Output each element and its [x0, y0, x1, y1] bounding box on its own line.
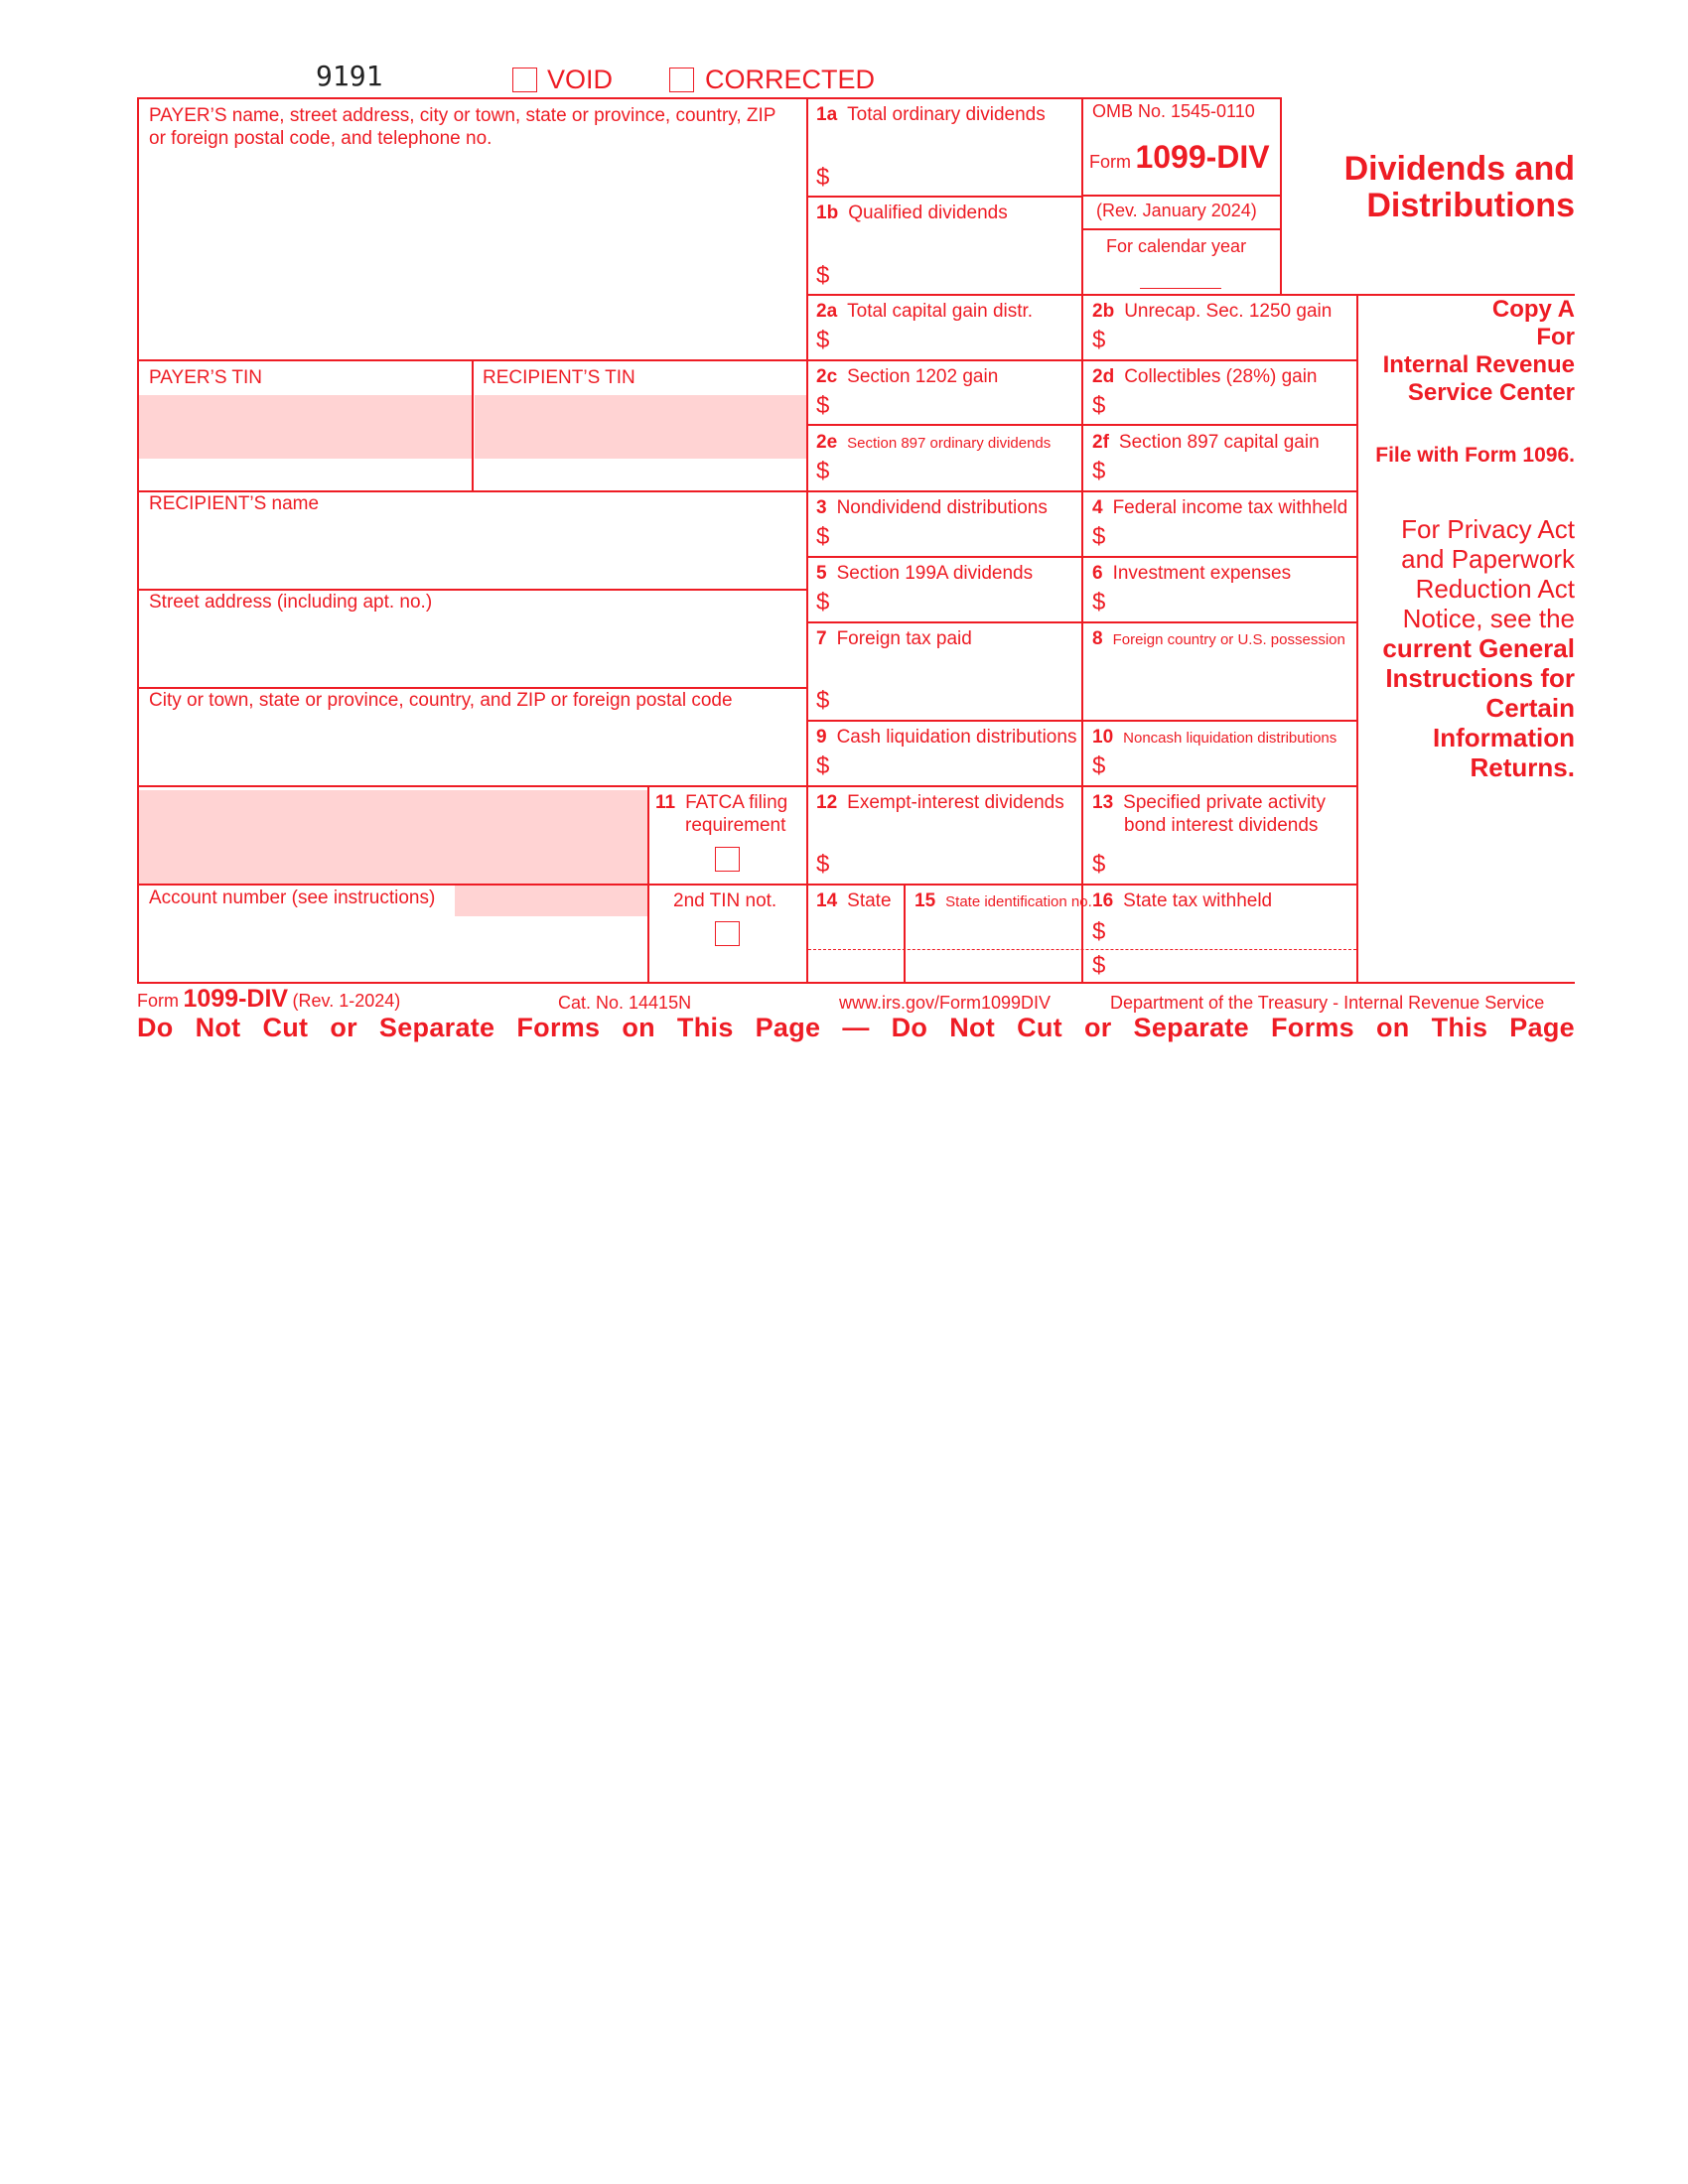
box-16-field-1[interactable] [1114, 915, 1352, 947]
file-with-1096: File with Form 1096. [1375, 444, 1575, 467]
city-label: City or town, state or province, country, and ZIP or foreign postal code [149, 690, 733, 711]
box-14-field-1[interactable] [809, 915, 902, 947]
corrected-label: CORRECTED [705, 65, 876, 94]
box-1b-label: 1b Qualified dividends [816, 203, 1008, 223]
payer-tin-label: PAYER’S TIN [149, 367, 263, 388]
box-12-dollar: $ [816, 851, 830, 878]
box-2d-label: 2d Collectibles (28%) gain [1092, 366, 1318, 387]
box-10-dollar: $ [1092, 752, 1106, 779]
box-2d-dollar: $ [1092, 392, 1106, 419]
box-10-field[interactable] [1114, 750, 1352, 783]
omb-rev: (Rev. January 2024) [1096, 201, 1257, 220]
box-2a-dollar: $ [816, 327, 830, 353]
box-11-label: 11 FATCA filing [655, 792, 788, 813]
box-9-field[interactable] [839, 750, 1077, 783]
box-2b-dollar: $ [1092, 327, 1106, 353]
box-9-dollar: $ [816, 752, 830, 779]
second-tin-checkbox[interactable] [715, 921, 740, 946]
street-address-label: Street address (including apt. no.) [149, 592, 433, 613]
box-3-label: 3 Nondividend distributions [816, 497, 1048, 518]
form-title-block [1089, 139, 1270, 176]
box-2b-field[interactable] [1114, 324, 1352, 357]
box-8-label: 8 Foreign country or U.S. possession [1092, 628, 1345, 649]
box-2a-field[interactable] [839, 324, 1077, 357]
box-13-dollar: $ [1092, 851, 1106, 878]
second-tin-label: 2nd TIN not. [673, 890, 777, 911]
void-label: VOID [547, 65, 614, 94]
box-6-dollar: $ [1092, 589, 1106, 615]
box-14-field-2[interactable] [809, 951, 902, 981]
box-5-field[interactable] [839, 586, 1077, 619]
box-7-field[interactable] [839, 683, 1077, 718]
box-7-dollar: $ [816, 687, 830, 714]
box-1a-dollar: $ [816, 164, 830, 191]
box-2d-field[interactable] [1114, 389, 1352, 422]
box-2e-field[interactable] [839, 455, 1077, 488]
recipient-name-field[interactable] [141, 518, 804, 588]
payer-tin-field[interactable] [141, 395, 471, 488]
box-2c-dollar: $ [816, 392, 830, 419]
box-3-field[interactable] [839, 520, 1077, 554]
box-1b-field[interactable] [839, 258, 1077, 292]
footer-url: www.irs.gov/Form1099DIV [839, 993, 1052, 1013]
omb-number: OMB No. 1545-0110 [1092, 101, 1255, 121]
payer-name-label-2: or foreign postal code, and telephone no. [149, 128, 492, 149]
box-2a-label: 2a Total capital gain distr. [816, 301, 1034, 322]
box-3-dollar: $ [816, 523, 830, 550]
box-15-field-2[interactable] [907, 951, 1079, 981]
box-13-label-2: bond interest dividends [1124, 815, 1319, 836]
box-8-field[interactable] [1086, 655, 1354, 718]
box-16-label: 16 State tax withheld [1092, 890, 1273, 911]
box-2b-label: 2b Unrecap. Sec. 1250 gain [1092, 301, 1333, 322]
box-5-label: 5 Section 199A dividends [816, 563, 1034, 584]
box-1b-dollar: $ [816, 262, 830, 289]
box-16-dollar-2: $ [1092, 952, 1106, 979]
box-2f-field[interactable] [1114, 455, 1352, 488]
box-13-field[interactable] [1114, 848, 1352, 882]
fatca-left-shade [139, 790, 648, 885]
copy-a-block: Copy A For Internal Revenue Service Center [1382, 296, 1575, 406]
payer-name-label: PAYER’S name, street address, city or town, state or province, country, ZIP [149, 105, 776, 126]
corrected-checkbox[interactable] [669, 68, 694, 92]
street-address-field[interactable] [141, 615, 804, 685]
privacy-notice: For Privacy Act and Paperwork Reduction Act Notice, see the current General Instructions for Certain Information Returns. [1382, 514, 1575, 782]
box-16-field-2[interactable] [1114, 951, 1352, 981]
box-15-label: 15 State identification no. [914, 890, 1092, 911]
box-2c-field[interactable] [839, 389, 1077, 422]
box-12-field[interactable] [839, 848, 1077, 882]
box-12-label: 12 Exempt-interest dividends [816, 792, 1064, 813]
box-4-dollar: $ [1092, 523, 1106, 550]
recipient-tin-field[interactable] [476, 395, 805, 488]
payer-name-field[interactable] [141, 154, 804, 357]
footer-warning: Do Not Cut or Separate Forms on This Page — Do Not Cut or Separate Forms on This Page [137, 1013, 1575, 1042]
footer-form-id: Form 1099-DIV (Rev. 1-2024) [137, 985, 401, 1013]
calendar-year-field[interactable] [1140, 260, 1221, 289]
box-1a-label: 1a Total ordinary dividends [816, 104, 1046, 125]
account-number-field[interactable] [141, 918, 645, 980]
box-7-label: 7 Foreign tax paid [816, 628, 972, 649]
form-side-title: Dividends and Distributions [1343, 150, 1575, 224]
box-15-field-1[interactable] [907, 915, 1079, 947]
box-16-dollar-1: $ [1092, 918, 1106, 945]
footer-department: Department of the Treasury - Internal Revenue Service [1110, 993, 1545, 1013]
account-number-label: Account number (see instructions) [149, 887, 436, 908]
form-number: 1099-DIV [1135, 139, 1270, 175]
city-field[interactable] [141, 715, 804, 784]
box-1a-field[interactable] [839, 159, 1077, 194]
fatca-checkbox[interactable] [715, 847, 740, 872]
box-4-field[interactable] [1114, 520, 1352, 554]
box-6-field[interactable] [1114, 586, 1352, 619]
void-checkbox[interactable] [512, 68, 537, 92]
box-9-label: 9 Cash liquidation distributions [816, 727, 1077, 748]
box-11-label-2: requirement [685, 815, 786, 836]
box-4-label: 4 Federal income tax withheld [1092, 497, 1348, 518]
box-2e-label: 2e Section 897 ordinary dividends [816, 432, 1052, 453]
box-5-dollar: $ [816, 589, 830, 615]
box-6-label: 6 Investment expenses [1092, 563, 1292, 584]
recipient-tin-label: RECIPIENT’S TIN [483, 367, 635, 388]
box-13-label: 13 Specified private activity [1092, 792, 1326, 813]
box-2c-label: 2c Section 1202 gain [816, 366, 999, 387]
form-code: 9191 [316, 60, 383, 92]
recipient-name-label: RECIPIENT’S name [149, 493, 320, 514]
box-2f-label: 2f Section 897 capital gain [1092, 432, 1320, 453]
box-2e-dollar: $ [816, 458, 830, 484]
box-14-label: 14 State [816, 890, 892, 911]
box-2f-dollar: $ [1092, 458, 1106, 484]
footer-cat-no: Cat. No. 14415N [558, 993, 692, 1013]
box-10-label: 10 Noncash liquidation distributions [1092, 727, 1337, 748]
form-word: Form [1089, 152, 1131, 172]
account-shade [455, 885, 648, 916]
calendar-year-label: For calendar year [1106, 236, 1247, 256]
